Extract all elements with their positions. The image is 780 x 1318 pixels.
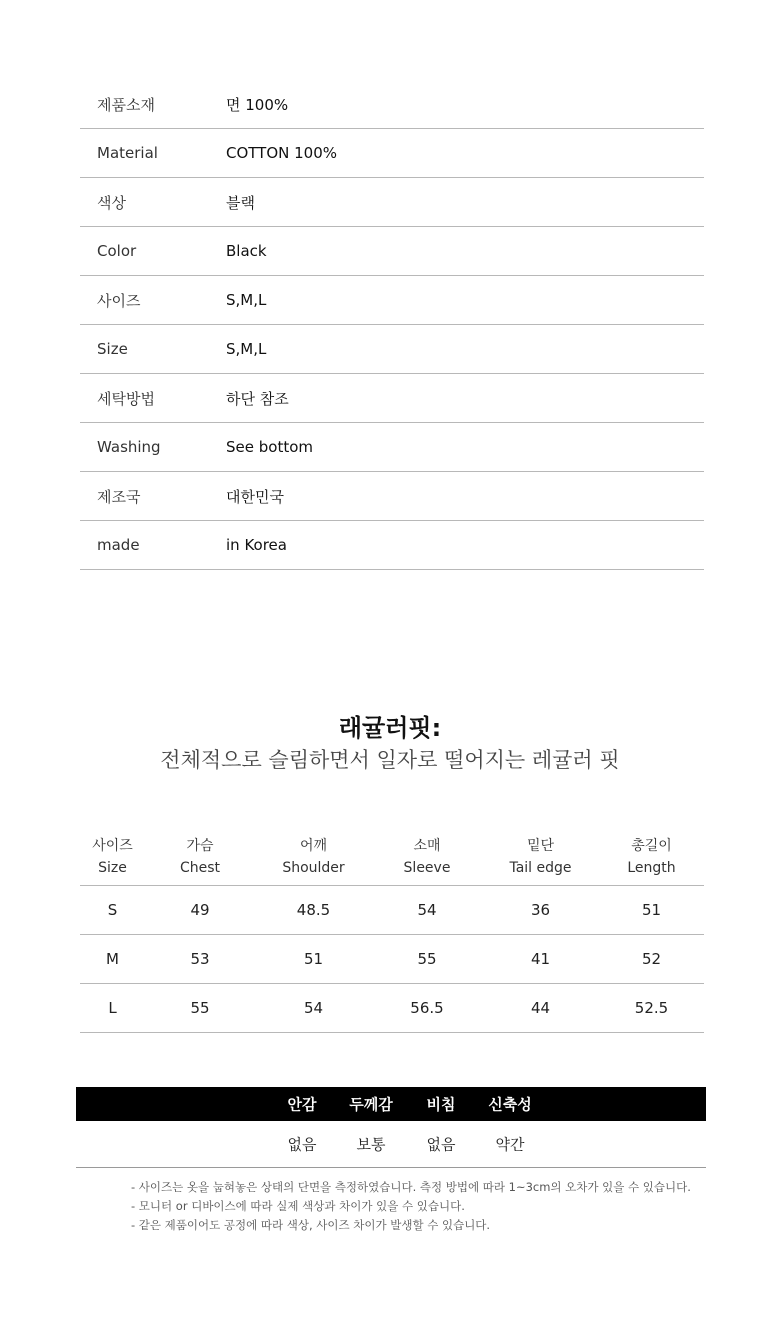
spec-row-color-ko — [80, 178, 704, 227]
spec-label: 제품소재 — [97, 95, 155, 114]
note-item: - 같은 제품이어도 공정에 따라 색상, 사이즈 차이가 발생할 수 있습니다. — [131, 1218, 491, 1232]
size-chart-table — [80, 828, 704, 1033]
fabric-feel-header — [76, 1087, 706, 1121]
spec-label: 세탁방법 — [97, 389, 155, 408]
spec-label: 색상 — [97, 193, 126, 212]
spec-row-origin-ko — [80, 472, 704, 521]
spec-value: COTTON 100% — [226, 144, 338, 162]
spec-row-color-en — [80, 227, 704, 276]
table-row — [80, 886, 704, 935]
cell-shoulder: 54 — [255, 984, 372, 1033]
cell-sleeve: 54 — [372, 886, 482, 935]
spec-value: 면 100% — [226, 95, 289, 114]
cell-sleeve: 56.5 — [372, 984, 482, 1033]
header-ko: 밑단 — [526, 837, 555, 854]
spec-label: Color — [97, 242, 137, 260]
value-stretch: 약간 — [495, 1135, 525, 1154]
table-row — [80, 984, 704, 1033]
header-lining: 안감 — [287, 1095, 317, 1114]
note-item: - 사이즈는 옷을 눕혀놓은 상태의 단면을 측정하였습니다. 측정 방법에 따라 1~3cm의 오차가 있을 수 있습니다. — [131, 1180, 691, 1194]
spec-row-material-ko — [80, 80, 704, 129]
header-en: Tail edge — [509, 859, 572, 876]
cell-size: S — [80, 886, 145, 935]
product-spec-table — [80, 80, 704, 570]
header-sleeve — [372, 828, 482, 886]
spec-label: 사이즈 — [97, 291, 141, 310]
header-ko: 사이즈 — [92, 837, 133, 854]
cell-chest: 49 — [145, 886, 255, 935]
header-ko: 어깨 — [299, 837, 328, 854]
spec-value: 대한민국 — [226, 487, 284, 506]
cell-length: 52.5 — [599, 984, 704, 1033]
cell-chest: 53 — [145, 935, 255, 984]
header-tail-edge — [482, 828, 599, 886]
spec-label: made — [97, 536, 140, 554]
size-chart-header-row — [80, 828, 704, 886]
header-en: Length — [627, 859, 676, 876]
header-size — [80, 828, 145, 886]
cell-chest: 55 — [145, 984, 255, 1033]
cell-length: 52 — [599, 935, 704, 984]
header-ko: 소매 — [413, 837, 441, 854]
header-ko: 가슴 — [186, 837, 214, 854]
notes-list — [131, 1178, 731, 1235]
spec-row-size-en — [80, 325, 704, 374]
header-shoulder — [255, 828, 372, 886]
cell-length: 51 — [599, 886, 704, 935]
note-item: - 모니터 or 디바이스에 따라 실제 색상과 차이가 있을 수 있습니다. — [131, 1199, 465, 1213]
header-thickness: 두께감 — [349, 1095, 393, 1114]
cell-size: M — [80, 935, 145, 984]
spec-value: S,M,L — [226, 340, 267, 358]
spec-row-origin-en — [80, 521, 704, 570]
spec-value: See bottom — [226, 438, 313, 456]
table-row — [80, 935, 704, 984]
spec-row-washing-en — [80, 423, 704, 472]
header-en: Size — [98, 859, 127, 876]
spec-label: Washing — [97, 438, 161, 456]
header-sheerness: 비침 — [426, 1095, 456, 1114]
cell-tail-edge: 41 — [482, 935, 599, 984]
spec-value: 블랙 — [226, 193, 255, 212]
cell-tail-edge: 36 — [482, 886, 599, 935]
cell-shoulder: 51 — [255, 935, 372, 984]
value-thickness: 보통 — [356, 1135, 386, 1154]
cell-shoulder: 48.5 — [255, 886, 372, 935]
value-sheerness: 없음 — [426, 1135, 456, 1154]
spec-row-material-en — [80, 129, 704, 178]
header-en: Chest — [179, 859, 221, 876]
cell-tail-edge: 44 — [482, 984, 599, 1033]
header-chest — [145, 828, 255, 886]
spec-row-size-ko — [80, 276, 704, 325]
header-en: Sleeve — [403, 859, 451, 876]
spec-value: 하단 참조 — [226, 389, 289, 408]
spec-value: Black — [226, 242, 267, 260]
cell-size: L — [80, 984, 145, 1033]
spec-value: in Korea — [226, 536, 287, 554]
fit-description: 전체적으로 슬림하면서 일자로 떨어지는 레귤러 핏 — [160, 748, 620, 772]
header-ko: 총길이 — [631, 837, 672, 854]
header-length — [599, 828, 704, 886]
cell-sleeve: 55 — [372, 935, 482, 984]
spec-row-washing-ko — [80, 374, 704, 423]
fit-title: 래귤러핏: — [338, 714, 442, 742]
header-stretch: 신축성 — [488, 1095, 532, 1114]
spec-value: S,M,L — [226, 291, 267, 309]
spec-label: 제조국 — [97, 487, 141, 506]
fabric-feel-table — [76, 1087, 706, 1168]
spec-label: Size — [97, 340, 128, 358]
value-lining: 없음 — [287, 1135, 317, 1154]
fabric-feel-values — [76, 1121, 706, 1168]
header-en: Shoulder — [282, 859, 345, 876]
spec-label: Material — [97, 144, 158, 162]
